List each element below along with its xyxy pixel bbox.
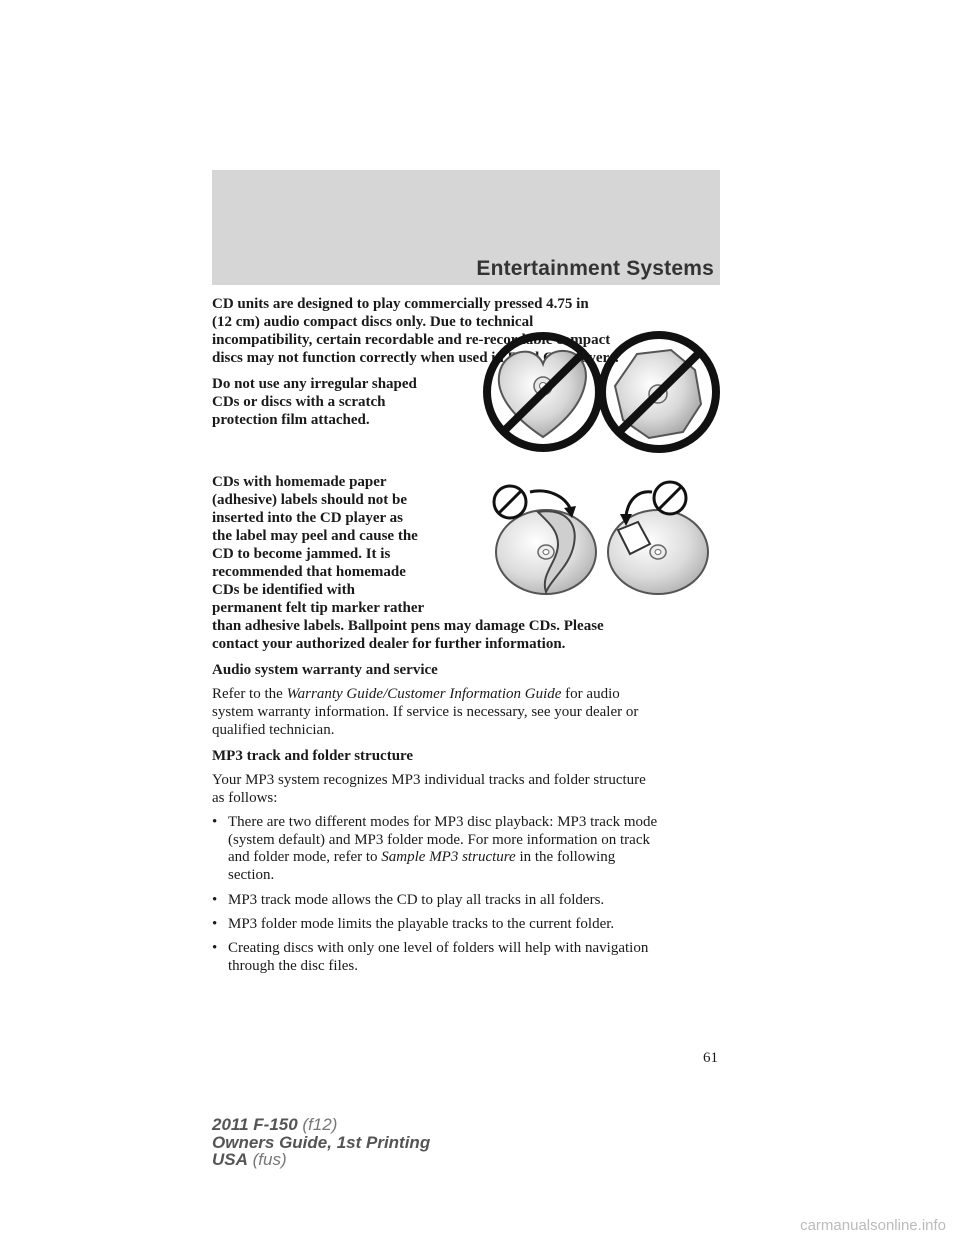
mp3-bullet-modes (212, 814, 717, 886)
label-line-7: CDs be identified with (212, 582, 355, 598)
bullet-text-after: in the following (515, 849, 616, 866)
mp3-heading: MP3 track and folder structure (212, 748, 414, 764)
peeling-label-disc-icon (496, 510, 596, 594)
label-line-9: than adhesive labels. Ballpoint pens may damage CDs. Please (212, 618, 604, 634)
irregular-line-1: Do not use any irregular shaped (212, 376, 417, 392)
watermark: carmanualsonline.info (800, 1217, 946, 1234)
bullet-dot: • (212, 940, 218, 956)
labeled-discs-illustration (486, 478, 716, 600)
bullet-text-before: and folder mode, refer to (228, 849, 382, 866)
intro-line-2: (12 cm) audio compact discs only. Due to technical (212, 314, 534, 330)
footer-market-code: (fus) (247, 1150, 287, 1169)
mp3-intro-line-2: as follows: (212, 790, 278, 806)
mp3-bullet-folder-mode (212, 916, 717, 934)
irregular-line-3: protection film attached. (212, 412, 370, 428)
bullet-dot: • (212, 916, 218, 932)
stuck-label-disc-icon (608, 510, 708, 594)
footer-line-3 (212, 1151, 430, 1169)
mp3-bullet-navigation (212, 940, 717, 976)
label-line-2: (adhesive) labels should not be (212, 492, 408, 508)
bullet-line: section. (228, 866, 275, 883)
footer-line-1 (212, 1116, 430, 1134)
mp3-intro-line-1: Your MP3 system recognizes MP3 individual tracks and folder structure (212, 772, 646, 788)
mp3-bullet-track-mode (212, 892, 717, 910)
label-line-4: the label may peel and cause the (212, 528, 418, 544)
section-title: Entertainment Systems (476, 257, 714, 280)
bullet-text: MP3 folder mode limits the playable tracks to the current folder. (228, 916, 615, 932)
bullet-text (228, 940, 718, 975)
curved-arrow-icon (530, 491, 570, 508)
footer-model: 2011 F-150 (212, 1115, 298, 1134)
bullet-line (228, 849, 718, 867)
bullet-line: There are two different modes for MP3 disc playback: MP3 track mode (228, 814, 658, 830)
footer-line-2: Owners Guide, 1st Printing (212, 1132, 431, 1152)
bullet-line: through the disc files. (228, 957, 358, 974)
print-footer (212, 1116, 430, 1169)
label-line-1: CDs with homemade paper (212, 474, 387, 490)
intro-line-4: discs may not function correctly when used in Ford CD players. (212, 350, 619, 366)
header-band (212, 170, 720, 285)
warranty-guide-reference: Warranty Guide/Customer Information Guide (286, 686, 562, 702)
prohibition-sign-icon (654, 482, 686, 514)
label-line-5: CD to become jammed. It is (212, 546, 391, 562)
bullet-line: Creating discs with only one level of folders will help with navigation (228, 940, 649, 956)
intro-line-1: CD units are designed to play commercially pressed 4.75 in (212, 296, 589, 312)
warranty-line-1 (212, 686, 620, 704)
intro-line-3: incompatibility, certain recordable and re-recordable compact (212, 332, 611, 348)
bullet-dot: • (212, 892, 218, 908)
label-line-6: recommended that homemade (212, 564, 406, 580)
irregular-discs-illustration (483, 324, 721, 458)
bullet-text: MP3 track mode allows the CD to play all tracks in all folders. (228, 892, 605, 908)
label-line-10: contact your authorized dealer for further information. (212, 636, 566, 652)
label-line-3: inserted into the CD player as (212, 510, 403, 526)
bullet-dot: • (212, 814, 218, 830)
warranty-line-2: system warranty information. If service is necessary, see your dealer or (212, 704, 639, 720)
warranty-text-before: Refer to the (212, 686, 287, 702)
label-line-8: permanent felt tip marker rather (212, 600, 425, 616)
warranty-text-after: for audio (561, 686, 620, 702)
footer-model-code: (f12) (297, 1115, 338, 1134)
sample-mp3-structure-reference: Sample MP3 structure (381, 849, 516, 866)
page-number: 61 (703, 1050, 718, 1066)
irregular-line-2: CDs or discs with a scratch (212, 394, 386, 410)
bullet-line: (system default) and MP3 folder mode. For more information on track (228, 831, 650, 848)
warranty-line-3: qualified technician. (212, 722, 335, 738)
prohibition-sign-icon (494, 486, 526, 518)
warranty-heading: Audio system warranty and service (212, 662, 438, 678)
footer-market: USA (212, 1150, 248, 1169)
bullet-text (228, 814, 718, 884)
